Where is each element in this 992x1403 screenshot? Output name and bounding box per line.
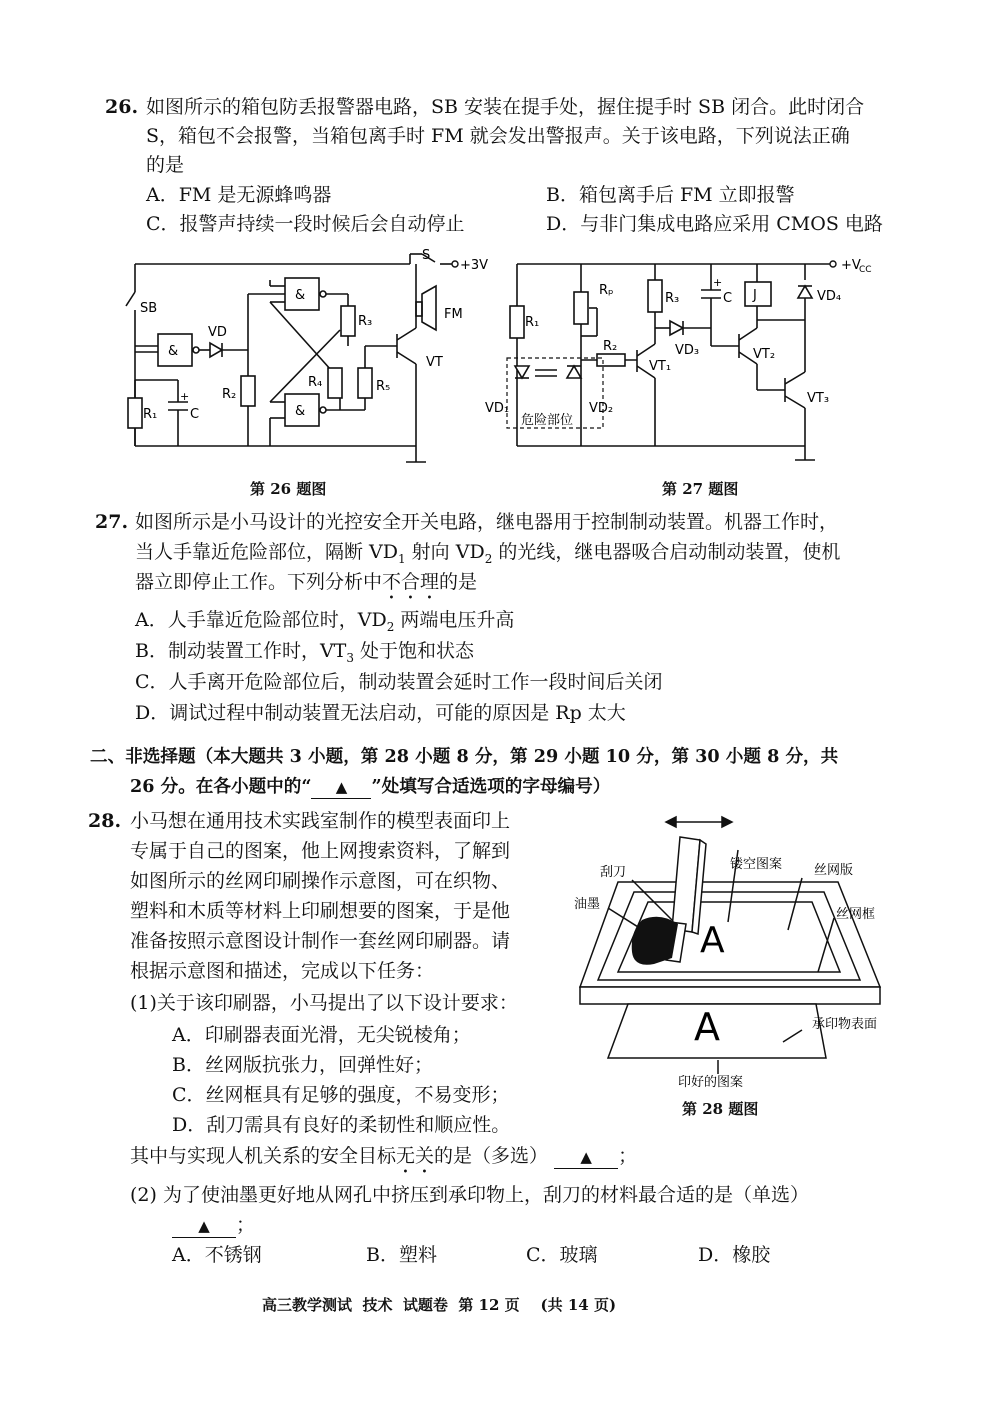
q27-figure-caption: 第 27 题图 xyxy=(662,480,739,498)
q27-label-r3: R₃ xyxy=(665,291,680,306)
q27-label-vt1: VT₁ xyxy=(649,359,672,374)
q26-label-r1: R₁ xyxy=(143,407,158,422)
q28-screen-printing-diagram xyxy=(568,812,908,1092)
q28-label-hollow: 镂空图案 xyxy=(730,857,783,872)
q27-label-vt3: VT₃ xyxy=(807,391,830,406)
q28-label-screen: 丝网版 xyxy=(814,863,854,878)
page-footer: 高三教学测试 技术 试题卷 第 12 页 (共 14 页) xyxy=(262,1296,617,1314)
q26-label-vt: VT xyxy=(426,355,443,370)
q28-requirement-c: C．丝网框具有足够的强度，不易变形； xyxy=(172,1084,510,1106)
q27-label-vd4: VD₄ xyxy=(817,289,842,304)
q26-and-gate3: & xyxy=(295,404,306,419)
q26-number: 26. xyxy=(105,96,139,118)
q26-option-b: B．箱包离手后 FM 立即报警 xyxy=(546,184,795,206)
q26-label-plus: + xyxy=(180,390,190,403)
q27-label-rp: Rₚ xyxy=(599,283,614,298)
q26-figure-caption: 第 26 题图 xyxy=(250,480,327,498)
q28-figure-caption: 第 28 题图 xyxy=(682,1100,759,1118)
q28-line1: 小马想在通用技术实践室制作的模型表面印上 xyxy=(130,810,511,832)
q27-option-b: B．制动装置工作时，$VT_3$ 处于饱和状态 xyxy=(135,640,475,665)
q27-number: 27. xyxy=(95,511,129,533)
q26-label-fm: FM xyxy=(444,307,463,322)
q26-label-3v: +3V xyxy=(460,258,489,273)
q27-option-d: D．调试过程中制动装置无法启动，可能的原因是 Rp 太大 xyxy=(135,702,626,724)
q26-label-vd: VD xyxy=(208,325,227,340)
q28-choice-c: C．玻璃 xyxy=(526,1244,598,1266)
q28-part1-question: 其中与实现人机关系的安全目标无关的是（多选） ▲ ； xyxy=(130,1145,638,1167)
q26-option-a: A．FM 是无源蜂鸣器 xyxy=(146,184,332,206)
section2-blank-marker: ▲ xyxy=(311,776,371,799)
q28-part2-question: (2) 为了使油墨更好地从网孔中挤压到承印物上，刮刀的材料最合适的是（单选） xyxy=(130,1184,809,1206)
q27-label-danger: 危险部位 xyxy=(521,413,574,428)
q26-label-c: C xyxy=(190,407,200,422)
q27-option-c: C．人手离开危险部位后，制动装置会延时工作一段时间后关闭 xyxy=(135,671,663,693)
q26-option-c: C．报警声持续一段时候后会自动停止 xyxy=(146,213,465,235)
section2-header-line2: 26 分。在各小题中的“ ▲ ”处填写合适选项的字母编号） xyxy=(130,776,611,797)
q28-line5: 准备按照示意图设计制作一套丝网印刷器。请 xyxy=(130,930,511,952)
q28-requirement-b: B．丝网版抗张力，回弹性好； xyxy=(172,1054,433,1076)
q28-letter-printed: A xyxy=(694,1005,720,1049)
q28-line6: 根据示意图和描述，完成以下任务： xyxy=(130,960,435,982)
q28-line2: 专属于自己的图案，他上网搜索资料，了解到 xyxy=(130,840,511,862)
q27-label-r1: R₁ xyxy=(525,315,540,330)
q26-label-r4: R₄ xyxy=(308,375,323,390)
q27-label-r2: R₂ xyxy=(603,339,618,354)
q26-and-gate1: & xyxy=(168,344,179,359)
q27-circuit-diagram xyxy=(485,250,895,470)
q26-label-sb: SB xyxy=(140,301,158,316)
q28-number: 28. xyxy=(88,810,122,832)
q28-label-printed: 印好的图案 xyxy=(678,1075,744,1090)
q27-label-c: C xyxy=(723,291,733,306)
q27-label-j: J xyxy=(753,288,757,303)
q26-stem-line2: S，箱包不会报警，当箱包离手时 FM 就会发出警报声。关于该电路，下列说法正确 xyxy=(146,125,850,147)
q26-label-r3: R₃ xyxy=(358,314,373,329)
q28-choice-b: B．塑料 xyxy=(366,1244,437,1266)
q26-stem-line1: 如图所示的箱包防丢报警器电路，SB 安装在提手处，握住提手时 SB 闭合。此时闭合 xyxy=(146,96,865,118)
q28-line3: 如图所示的丝网印刷操作示意图，可在织物、 xyxy=(130,870,511,892)
q28-requirement-a: A．印刷器表面光滑，无尖锐棱角； xyxy=(172,1024,471,1046)
q28-part2-answer: ▲ ； xyxy=(172,1210,255,1240)
q27-stem-line2: 当人手靠近危险部位，隔断 $VD_1$ 射向 $VD_2$ 的光线，继电器吸合启动制动装置，使机 xyxy=(135,541,841,566)
q27-option-a: A．人手靠近危险部位时，$VD_2$ 两端电压升高 xyxy=(135,609,515,634)
q27-label-vt2: VT₂ xyxy=(753,347,776,362)
q28-requirement-d: D．刮刀需具有良好的柔韧性和顺应性。 xyxy=(172,1114,511,1136)
q26-option-d: D．与非门集成电路应采用 CMOS 电路 xyxy=(546,213,883,235)
q27-label-plus: + xyxy=(713,276,723,289)
q28-label-surface: 承印物表面 xyxy=(812,1017,878,1032)
q28-label-ink: 油墨 xyxy=(574,897,601,912)
q27-label-vd1: VD₁ xyxy=(485,401,510,416)
q26-label-r5: R₅ xyxy=(376,379,391,394)
q26-stem-line3: 的是 xyxy=(146,154,185,176)
q28-letter-on-screen: A xyxy=(700,920,725,961)
q28-label-frame: 丝网框 xyxy=(836,907,876,922)
q27-label-vd3: VD₃ xyxy=(675,343,700,358)
q27-label-vcc-sub: CC xyxy=(859,265,872,275)
q26-circuit-diagram xyxy=(110,250,500,470)
q28-line4: 塑料和木质等材料上印刷想要的图案，于是他 xyxy=(130,900,511,922)
q27-stem-line1: 如图所示是小马设计的光控安全开关电路，继电器用于控制制动装置。机器工作时， xyxy=(135,511,839,533)
q27-label-vcc: +V xyxy=(841,258,861,273)
q28-choice-d: D．橡胶 xyxy=(698,1244,771,1266)
q28-part1-answer-blank[interactable]: ▲ xyxy=(554,1146,618,1169)
q26-label-r2: R₂ xyxy=(222,387,237,402)
q27-stem-line3: 器立即停止工作。下列分析中不合理的是 xyxy=(135,571,478,593)
q26-label-s: S xyxy=(422,248,431,263)
q28-choice-a: A．不锈钢 xyxy=(172,1244,262,1266)
q26-and-gate2: & xyxy=(295,288,306,303)
q27-label-vd2: VD₂ xyxy=(589,401,614,416)
section2-header-line1: 二、非选择题（本大题共 3 小题，第 28 小题 8 分，第 29 小题 10 分，第 30 小题 8 分，共 xyxy=(90,746,839,767)
q28-label-squeegee: 刮刀 xyxy=(600,865,627,880)
q28-part2-answer-blank[interactable]: ▲ xyxy=(172,1215,236,1238)
q28-part1-prompt: (1)关于该印刷器，小马提出了以下设计要求： xyxy=(130,992,518,1014)
